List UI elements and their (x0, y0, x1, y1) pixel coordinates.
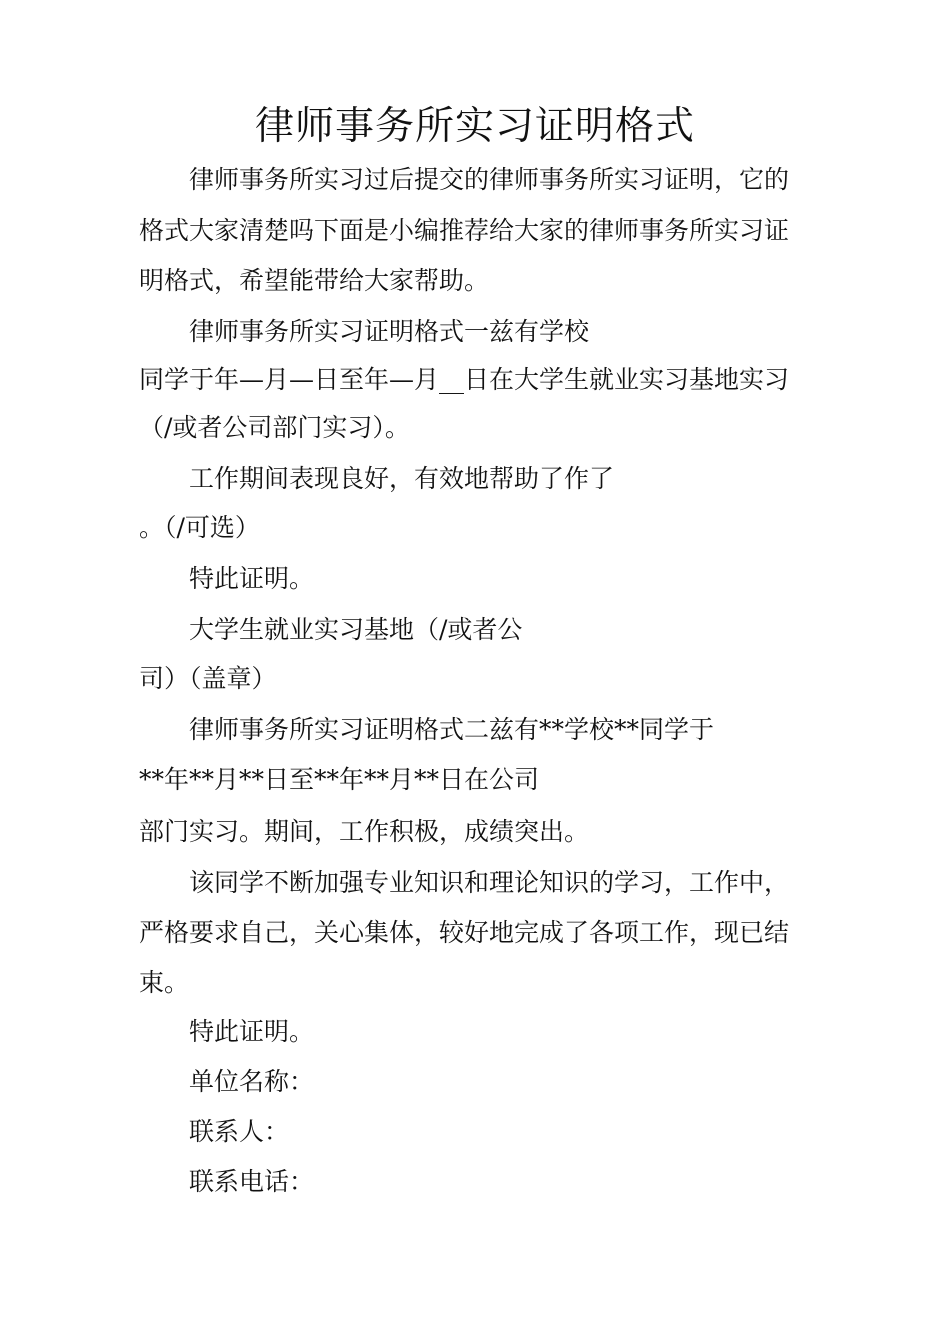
paragraph-line: 格式大家清楚吗下面是小编推荐给大家的律师事务所实习证 (139, 216, 790, 245)
paragraph-line: 司）（盖章） (139, 664, 277, 693)
paragraph-line: 束。 (139, 968, 190, 997)
paragraph-line: 大学生就业实习基地（/或者公 (189, 615, 523, 644)
paragraph-line: 该同学不断加强专业知识和理论知识的学习，工作中， (189, 868, 790, 897)
paragraph-line: 联系电话： (189, 1167, 315, 1196)
paragraph-line: 明格式，希望能带给大家帮助。 (139, 266, 490, 295)
paragraph-line: 。（/可选） (139, 513, 260, 542)
paragraph-line: （/或者公司部门实习）。 (139, 413, 410, 442)
paragraph-line: 律师事务所实习证明格式一兹有学校 (189, 317, 590, 346)
paragraph-line: 特此证明。 (189, 1017, 315, 1046)
paragraph-line: 工作期间表现良好，有效地帮助了作了 (189, 464, 615, 493)
paragraph-line: 部门实习。期间，工作积极，成绩突出。 (139, 817, 590, 846)
paragraph-line: 律师事务所实习证明格式二兹有**学校**同学于 (189, 715, 715, 744)
paragraph-line: **年**月**日至**年**月**日在公司 (139, 765, 540, 794)
paragraph-line: 同学于年—月—日至年—月__日在大学生就业实习基地实习 (139, 365, 790, 394)
paragraph-line: 特此证明。 (189, 564, 315, 593)
paragraph-line: 严格要求自己，关心集体，较好地完成了各项工作，现已结 (139, 918, 790, 947)
document-title: 律师事务所实习证明格式 (254, 104, 695, 149)
paragraph-line: 联系人： (189, 1117, 290, 1146)
paragraph-line: 律师事务所实习过后提交的律师事务所实习证明，它的 (189, 165, 790, 194)
paragraph-line: 单位名称： (189, 1067, 315, 1096)
